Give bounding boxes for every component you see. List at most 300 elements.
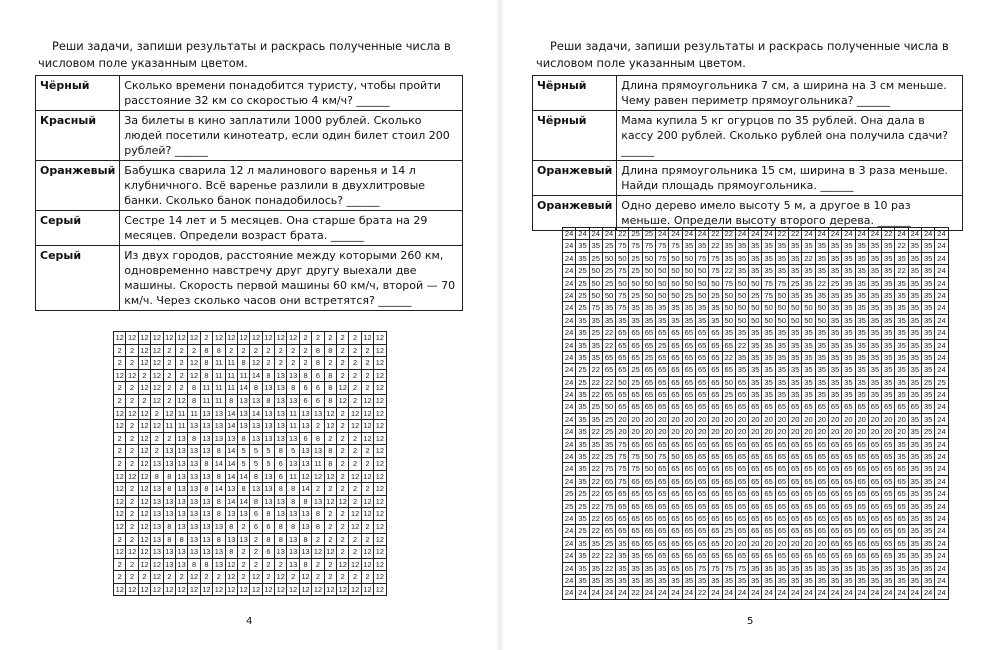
grid-cell: 65 (603, 513, 616, 525)
grid-cell: 8 (238, 483, 250, 496)
grid-cell: 65 (616, 352, 629, 364)
grid-cell: 13 (238, 408, 250, 421)
grid-cell: 2 (238, 521, 250, 534)
grid-cell: 22 (616, 228, 629, 240)
grid-cell: 35 (842, 278, 855, 290)
grid-cell: 2 (126, 483, 138, 496)
grid-cell: 65 (696, 401, 709, 413)
grid-cell: 35 (802, 563, 815, 575)
grid-cell: 65 (683, 439, 696, 451)
grid-cell: 12 (139, 345, 151, 358)
grid-cell: 11 (176, 408, 188, 421)
grid-cell: 2 (325, 571, 337, 584)
grid-cell: 22 (590, 488, 603, 500)
grid-cell: 2 (300, 345, 312, 358)
grid-cell: 20 (829, 426, 842, 438)
grid-cell: 35 (909, 476, 922, 488)
grid-cell: 20 (669, 426, 682, 438)
grid-cell: 75 (776, 278, 789, 290)
grid-cell: 8 (325, 345, 337, 358)
grid-cell: 8 (325, 370, 337, 383)
grid-cell: 35 (749, 340, 762, 352)
grid-cell: 75 (709, 563, 722, 575)
grid-cell: 25 (829, 278, 842, 290)
grid-cell: 12 (151, 559, 163, 572)
grid-cell: 12 (374, 483, 386, 496)
grid-cell: 8 (213, 471, 225, 484)
grid-cell: 65 (669, 476, 682, 488)
grid-cell: 12 (374, 546, 386, 559)
grid-cell: 65 (842, 501, 855, 513)
task-color-label: Чёрный (533, 111, 617, 161)
task-color-label: Оранжевый (533, 161, 617, 196)
grid-cell: 2 (362, 382, 374, 395)
grid-cell: 20 (895, 414, 908, 426)
grid-cell: 35 (909, 265, 922, 277)
grid-cell: 65 (603, 364, 616, 376)
grid-cell: 35 (882, 352, 895, 364)
grid-cell: 65 (762, 488, 775, 500)
grid-cell: 12 (349, 508, 361, 521)
grid-cell: 65 (656, 401, 669, 413)
grid-cell: 65 (643, 377, 656, 389)
grid-cell: 2 (263, 559, 275, 572)
grid-cell: 65 (789, 401, 802, 413)
grid-cell: 65 (842, 439, 855, 451)
grid-cell: 50 (603, 401, 616, 413)
grid-cell: 35 (656, 563, 669, 575)
grid-cell: 13 (287, 534, 299, 547)
grid-cell: 25 (603, 265, 616, 277)
grid-cell: 65 (856, 439, 869, 451)
grid-cell: 65 (749, 401, 762, 413)
grid-cell: 35 (909, 340, 922, 352)
grid-cell: 35 (723, 327, 736, 339)
grid-cell: 25 (603, 538, 616, 550)
grid-cell: 24 (563, 278, 576, 290)
grid-cell: 35 (616, 563, 629, 575)
grid-cell: 2 (238, 571, 250, 584)
grid-cell: 35 (762, 389, 775, 401)
grid-cell: 35 (882, 265, 895, 277)
grid-cell: 65 (895, 513, 908, 525)
grid-cell: 13 (213, 546, 225, 559)
grid-cell: 8 (325, 382, 337, 395)
grid-cell: 35 (922, 451, 935, 463)
grid-cell: 75 (616, 439, 629, 451)
grid-cell: 24 (590, 587, 603, 599)
grid-cell: 12 (151, 382, 163, 395)
grid-cell: 24 (563, 302, 576, 314)
grid-cell: 65 (723, 439, 736, 451)
grid-cell: 65 (643, 327, 656, 339)
grid-cell: 65 (736, 513, 749, 525)
grid-cell: 13 (275, 408, 287, 421)
grid-cell: 12 (139, 420, 151, 433)
grid-cell: 65 (696, 340, 709, 352)
grid-cell: 65 (643, 476, 656, 488)
grid-cell: 35 (762, 265, 775, 277)
grid-cell: 2 (337, 534, 349, 547)
grid-cell: 35 (842, 377, 855, 389)
grid-cell: 8 (188, 559, 200, 572)
grid-cell: 12 (374, 382, 386, 395)
grid-cell: 12 (337, 382, 349, 395)
grid-cell: 2 (238, 345, 250, 358)
grid-cell: 25 (922, 426, 935, 438)
grid-cell: 24 (935, 364, 948, 376)
grid-cell: 65 (643, 364, 656, 376)
grid-cell: 6 (275, 458, 287, 471)
grid-cell: 24 (563, 389, 576, 401)
grid-cell: 2 (325, 559, 337, 572)
grid-cell: 24 (882, 587, 895, 599)
grid-cell: 11 (176, 420, 188, 433)
grid-cell: 65 (762, 501, 775, 513)
grid-cell: 25 (643, 352, 656, 364)
grid-cell: 75 (629, 240, 642, 252)
grid-cell: 35 (776, 265, 789, 277)
grid-cell: 12 (126, 546, 138, 559)
grid-cell: 11 (287, 471, 299, 484)
task-color-label: Серый (36, 246, 120, 311)
grid-cell: 65 (856, 538, 869, 550)
grid-cell: 2 (250, 546, 262, 559)
grid-cell: 35 (590, 414, 603, 426)
grid-cell: 65 (829, 550, 842, 562)
grid-cell: 24 (563, 538, 576, 550)
grid-cell: 35 (802, 389, 815, 401)
grid-cell: 65 (616, 525, 629, 537)
grid-cell: 12 (139, 534, 151, 547)
grid-cell: 65 (829, 513, 842, 525)
grid-cell: 65 (829, 439, 842, 451)
grid-cell: 25 (603, 426, 616, 438)
grid-cell: 50 (736, 315, 749, 327)
grid-cell: 35 (669, 575, 682, 587)
grid-cell: 8 (213, 345, 225, 358)
grid-cell: 65 (696, 389, 709, 401)
grid-cell: 35 (696, 315, 709, 327)
grid-cell: 13 (188, 534, 200, 547)
grid-cell: 50 (749, 315, 762, 327)
grid-cell: 35 (869, 302, 882, 314)
grid-cell: 12 (349, 584, 361, 597)
grid-cell: 65 (816, 501, 829, 513)
grid-cell: 35 (909, 253, 922, 265)
grid-cell: 12 (114, 420, 126, 433)
grid-cell: 65 (856, 501, 869, 513)
grid-cell: 65 (709, 538, 722, 550)
grid-cell: 65 (762, 476, 775, 488)
grid-cell: 65 (696, 463, 709, 475)
grid-cell: 50 (643, 451, 656, 463)
grid-cell: 65 (683, 488, 696, 500)
grid-cell: 65 (802, 501, 815, 513)
grid-cell: 65 (683, 513, 696, 525)
grid-cell: 12 (250, 357, 262, 370)
grid-cell: 8 (275, 521, 287, 534)
grid-cell: 35 (909, 426, 922, 438)
grid-cell: 25 (629, 290, 642, 302)
grid-cell: 12 (374, 458, 386, 471)
grid-cell: 50 (656, 290, 669, 302)
grid-cell: 24 (563, 575, 576, 587)
grid-cell: 20 (696, 414, 709, 426)
grid-cell: 65 (816, 488, 829, 500)
grid-cell: 65 (816, 451, 829, 463)
grid-cell: 25 (723, 525, 736, 537)
grid-cell: 35 (802, 340, 815, 352)
grid-cell: 13 (176, 496, 188, 509)
grid-cell: 13 (287, 508, 299, 521)
grid-cell: 50 (643, 290, 656, 302)
grid-cell: 35 (816, 265, 829, 277)
grid-cell: 8 (325, 458, 337, 471)
grid-cell: 65 (709, 513, 722, 525)
grid-cell: 35 (856, 352, 869, 364)
grid-cell: 65 (895, 463, 908, 475)
grid-cell: 50 (762, 302, 775, 314)
grid-cell: 12 (126, 408, 138, 421)
grid-cell: 35 (856, 265, 869, 277)
grid-cell: 75 (603, 463, 616, 475)
grid-cell: 24 (683, 587, 696, 599)
grid-cell: 65 (762, 401, 775, 413)
grid-cell: 65 (616, 389, 629, 401)
grid-cell: 35 (882, 290, 895, 302)
grid-cell: 65 (736, 550, 749, 562)
grid-cell: 13 (201, 445, 213, 458)
grid-cell: 35 (789, 340, 802, 352)
grid-cell: 8 (164, 471, 176, 484)
grid-cell: 65 (669, 389, 682, 401)
grid-cell: 35 (909, 364, 922, 376)
grid-cell: 2 (349, 445, 361, 458)
grid-cell: 2 (126, 508, 138, 521)
grid-cell: 13 (275, 433, 287, 446)
grid-cell: 65 (869, 550, 882, 562)
grid-cell: 13 (300, 546, 312, 559)
grid-cell: 12 (176, 395, 188, 408)
grid-cell: 13 (275, 370, 287, 383)
grid-cell: 65 (736, 501, 749, 513)
grid-cell: 8 (275, 445, 287, 458)
grid-cell: 35 (576, 550, 589, 562)
grid-cell: 35 (895, 302, 908, 314)
grid-cell: 75 (696, 253, 709, 265)
task-row (533, 111, 963, 161)
grid-cell: 24 (935, 327, 948, 339)
grid-cell: 24 (935, 278, 948, 290)
grid-cell: 35 (762, 352, 775, 364)
grid-cell: 50 (590, 278, 603, 290)
grid-cell: 2 (349, 483, 361, 496)
grid-cell: 50 (643, 265, 656, 277)
grid-cell: 75 (616, 476, 629, 488)
grid-cell: 65 (829, 488, 842, 500)
grid-cell: 35 (882, 240, 895, 252)
grid-cell: 24 (563, 228, 576, 240)
grid-cell: 13 (201, 508, 213, 521)
grid-cell: 35 (802, 575, 815, 587)
grid-cell: 12 (139, 559, 151, 572)
grid-cell: 2 (126, 496, 138, 509)
grid-cell: 13 (300, 458, 312, 471)
grid-cell: 35 (576, 563, 589, 575)
task-row (533, 161, 963, 196)
grid-cell: 8 (164, 534, 176, 547)
grid-cell: 35 (816, 377, 829, 389)
grid-cell: 35 (629, 302, 642, 314)
grid-cell: 65 (709, 501, 722, 513)
grid-cell: 12 (139, 471, 151, 484)
grid-cell: 12 (151, 395, 163, 408)
grid-cell: 50 (683, 265, 696, 277)
grid-cell: 25 (603, 240, 616, 252)
grid-cell: 65 (842, 538, 855, 550)
grid-cell: 24 (802, 228, 815, 240)
grid-cell: 35 (895, 451, 908, 463)
grid-cell: 65 (629, 401, 642, 413)
grid-cell: 35 (590, 563, 603, 575)
grid-cell: 35 (802, 377, 815, 389)
grid-cell: 2 (151, 445, 163, 458)
grid-cell: 24 (909, 587, 922, 599)
grid-cell: 12 (362, 496, 374, 509)
grid-cell: 2 (114, 534, 126, 547)
grid-cell: 24 (935, 265, 948, 277)
grid-cell: 2 (263, 357, 275, 370)
grid-cell: 8 (275, 483, 287, 496)
grid-cell: 12 (139, 382, 151, 395)
grid-cell: 75 (616, 265, 629, 277)
grid-cell: 12 (126, 332, 138, 345)
grid-cell: 35 (922, 278, 935, 290)
grid-cell: 65 (723, 488, 736, 500)
grid-cell: 12 (164, 332, 176, 345)
grid-cell: 35 (909, 414, 922, 426)
grid-cell: 2 (337, 571, 349, 584)
grid-cell: 35 (576, 389, 589, 401)
grid-cell: 2 (349, 357, 361, 370)
grid-cell: 12 (362, 395, 374, 408)
grid-cell: 12 (114, 483, 126, 496)
grid-cell: 35 (856, 563, 869, 575)
grid-cell: 24 (749, 228, 762, 240)
grid-cell: 12 (374, 471, 386, 484)
grid-cell: 35 (590, 340, 603, 352)
grid-cell: 35 (882, 278, 895, 290)
grid-cell: 65 (616, 364, 629, 376)
grid-cell: 50 (669, 265, 682, 277)
task-text: Одно дерево имело высоту 5 м, а другое в 10 раз меньше. Определи высоту второго дерева. ______ (617, 196, 963, 231)
grid-cell: 12 (374, 332, 386, 345)
grid-cell: 35 (643, 575, 656, 587)
grid-cell: 35 (895, 352, 908, 364)
grid-cell: 65 (629, 488, 642, 500)
grid-cell: 65 (709, 377, 722, 389)
grid-cell: 12 (114, 408, 126, 421)
grid-cell: 35 (842, 389, 855, 401)
grid-cell: 2 (151, 433, 163, 446)
grid-cell: 35 (590, 352, 603, 364)
grid-cell: 35 (683, 575, 696, 587)
grid-cell: 50 (749, 278, 762, 290)
grid-cell: 2 (114, 571, 126, 584)
grid-cell: 65 (669, 501, 682, 513)
grid-cell: 12 (325, 408, 337, 421)
grid-cell: 2 (349, 433, 361, 446)
grid-cell: 2 (337, 433, 349, 446)
grid-cell: 12 (250, 332, 262, 345)
grid-cell: 65 (869, 439, 882, 451)
grid-cell: 35 (922, 538, 935, 550)
grid-cell: 2 (176, 382, 188, 395)
grid-cell: 35 (789, 352, 802, 364)
grid-cell: 2 (312, 332, 324, 345)
grid-cell: 24 (762, 228, 775, 240)
grid-cell: 24 (935, 513, 948, 525)
grid-cell: 20 (869, 426, 882, 438)
grid-cell: 12 (114, 471, 126, 484)
grid-cell: 24 (603, 587, 616, 599)
grid-cell: 65 (736, 476, 749, 488)
grid-cell: 35 (816, 575, 829, 587)
grid-cell: 12 (164, 584, 176, 597)
grid-cell: 12 (362, 508, 374, 521)
grid-cell: 2 (114, 382, 126, 395)
grid-cell: 35 (776, 340, 789, 352)
grid-cell: 13 (312, 445, 324, 458)
grid-cell: 2 (126, 534, 138, 547)
grid-cell: 13 (287, 370, 299, 383)
grid-cell: 65 (736, 389, 749, 401)
grid-cell: 24 (816, 587, 829, 599)
grid-cell: 13 (188, 420, 200, 433)
grid-cell: 35 (842, 315, 855, 327)
grid-cell: 35 (576, 340, 589, 352)
grid-cell: 22 (776, 228, 789, 240)
grid-cell: 35 (696, 575, 709, 587)
grid-cell: 8 (325, 445, 337, 458)
grid-cell: 35 (802, 364, 815, 376)
grid-cell: 75 (723, 278, 736, 290)
task-color-label: Оранжевый (36, 161, 120, 211)
grid-cell: 13 (188, 546, 200, 559)
grid-cell: 12 (151, 571, 163, 584)
grid-cell: 12 (374, 445, 386, 458)
grid-cell: 65 (869, 451, 882, 463)
grid-cell: 65 (856, 550, 869, 562)
grid-cell: 65 (643, 401, 656, 413)
grid-cell: 65 (882, 488, 895, 500)
grid-cell: 24 (935, 290, 948, 302)
grid-cell: 65 (762, 513, 775, 525)
grid-cell: 12 (226, 332, 238, 345)
grid-cell: 2 (263, 571, 275, 584)
grid-cell: 50 (736, 302, 749, 314)
grid-cell: 2 (238, 546, 250, 559)
grid-cell: 50 (603, 253, 616, 265)
grid-cell: 65 (749, 488, 762, 500)
grid-cell: 24 (935, 550, 948, 562)
task-row (36, 76, 463, 111)
grid-cell: 65 (723, 463, 736, 475)
grid-cell: 2 (126, 345, 138, 358)
grid-cell: 35 (829, 352, 842, 364)
grid-cell: 2 (164, 345, 176, 358)
